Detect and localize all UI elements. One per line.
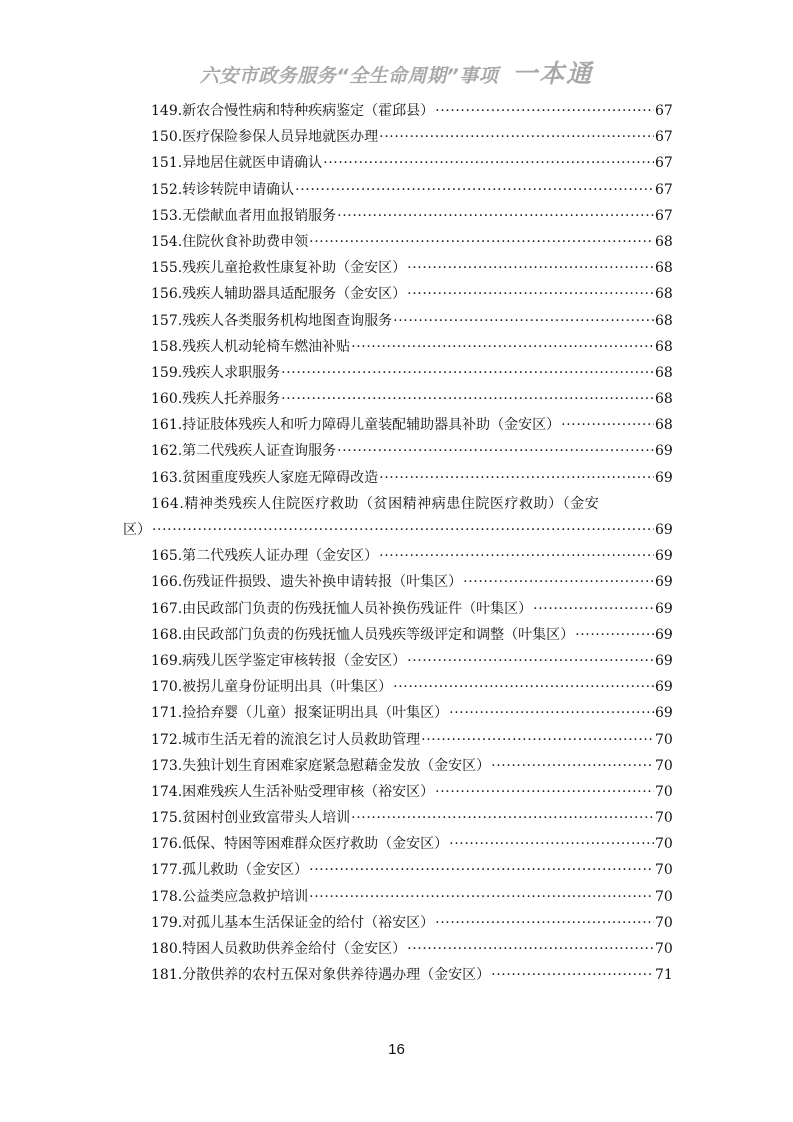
- toc-entry-page: 69: [655, 522, 673, 538]
- toc-entry-title: 孤儿救助（金安区）: [182, 862, 309, 879]
- toc-entry-line: [123, 700, 671, 726]
- toc-entry-number: 175.: [151, 810, 183, 827]
- toc-entry-page: 68: [655, 233, 673, 250]
- toc-entry[interactable]: [123, 622, 671, 648]
- dot-leader: [463, 569, 654, 595]
- dot-leader: [379, 124, 654, 150]
- toc-entry-line: [123, 177, 671, 203]
- toc-entry-page: 69: [655, 574, 673, 591]
- toc-entry-page: 67: [655, 181, 673, 198]
- toc-entry-title: 病残儿医学鉴定审核转报（金安区）: [182, 652, 407, 669]
- toc-entry-number: 160.: [151, 391, 183, 408]
- toc-entry-page: 68: [655, 391, 673, 408]
- toc-entry-title: 新农合慢性病和特种疾病鉴定（霍邱县）: [182, 103, 435, 119]
- toc-entry-title: 异地居住就医申请确认: [182, 155, 323, 172]
- toc-entry-page: 70: [655, 914, 673, 931]
- toc-entry-number: 177.: [151, 862, 183, 879]
- dot-leader: [152, 517, 654, 543]
- dot-leader: [379, 543, 654, 569]
- dot-leader: [407, 255, 654, 281]
- toc-entry[interactable]: [123, 308, 671, 334]
- toc-entry-line: [123, 753, 671, 779]
- toc-entry-title: 残疾儿童抢救性康复补助（金安区）: [182, 260, 407, 277]
- dot-leader: [337, 203, 654, 229]
- toc-entry-number: 164.: [151, 495, 185, 512]
- toc-entry-title: 第二代残疾人证查询服务: [182, 443, 337, 460]
- toc-entry-line: [123, 465, 671, 491]
- toc-entry-title: 公益类应急救护培训: [182, 888, 309, 905]
- toc-entry[interactable]: [123, 177, 671, 203]
- toc-entry-number: 179.: [151, 914, 183, 931]
- toc-entry[interactable]: [123, 124, 671, 150]
- dot-leader: [435, 98, 654, 124]
- toc-entry-title: 特困人员救助供养金给付（金安区）: [182, 941, 407, 958]
- toc-entry-page: 70: [655, 862, 673, 879]
- dot-leader: [281, 386, 654, 412]
- dot-leader: [435, 910, 654, 936]
- toc-entry[interactable]: [123, 255, 671, 281]
- toc-entry-title: 低保、特困等困难群众医疗救助（金安区）: [182, 836, 449, 853]
- toc-entry[interactable]: [123, 203, 671, 229]
- toc-entry-page: 68: [655, 338, 673, 355]
- dot-leader: [491, 753, 654, 779]
- toc-entry-title: 伤残证件损毁、遗失补换申请转报（叶集区）: [182, 574, 463, 591]
- toc-entry-number: 162.: [151, 443, 183, 460]
- toc-entry-number: 165.: [151, 548, 183, 565]
- toc-entry-title: 城市生活无着的流浪乞讨人员救助管理: [182, 731, 421, 748]
- toc-entry[interactable]: [123, 465, 671, 491]
- toc-entry-page: 69: [655, 652, 673, 669]
- toc-entry-page: 68: [655, 286, 673, 303]
- toc-entry-line: [123, 805, 671, 831]
- toc-entry-line: [123, 831, 671, 857]
- toc-entry-line: [123, 596, 671, 622]
- toc-entry[interactable]: [123, 412, 671, 438]
- toc-entry-line: [123, 438, 671, 464]
- toc-entry-number: 163.: [151, 469, 183, 486]
- toc-entry-number: 151.: [151, 155, 183, 172]
- toc-entry-number: 181.: [151, 967, 183, 984]
- toc-entry[interactable]: [123, 805, 671, 831]
- toc-entry-page: 70: [655, 836, 673, 853]
- toc-entry-line: [123, 412, 671, 438]
- toc-entry-page: 69: [655, 443, 673, 460]
- toc-entry-title: 困难残疾人生活补贴受理审核（裕安区）: [182, 783, 435, 800]
- dot-leader: [295, 177, 654, 203]
- toc-entry-page: 69: [655, 626, 673, 643]
- toc-entry-number: 154.: [151, 233, 183, 250]
- toc-entry[interactable]: [123, 569, 671, 595]
- toc-entry-title: 持证肢体残疾人和听力障碍儿童装配辅助器具补助（金安区）: [182, 417, 561, 434]
- toc-entry-line: [123, 98, 671, 124]
- toc-entry[interactable]: [123, 543, 671, 569]
- toc-entry-first-line: [123, 491, 671, 517]
- toc-entry-number: 168.: [151, 626, 183, 643]
- toc-entry-line: [123, 569, 671, 595]
- toc-entry-page: 68: [655, 260, 673, 277]
- dot-leader: [407, 936, 654, 962]
- toc-entry-title: 残疾人各类服务机构地图查询服务: [182, 312, 393, 329]
- toc-entry[interactable]: [123, 884, 671, 910]
- toc-entry[interactable]: [123, 727, 671, 753]
- header-tag: 一本通: [512, 59, 594, 88]
- toc-entry-number: 174.: [151, 783, 183, 800]
- toc-entry-line: [123, 622, 671, 648]
- toc-entry-page: 68: [655, 364, 673, 381]
- dot-leader: [575, 622, 654, 648]
- toc-entry-title: 残疾人机动轮椅车燃油补贴: [182, 338, 351, 355]
- toc-entry-title: 医疗保险参保人员异地就医办理: [182, 129, 379, 146]
- toc-entry[interactable]: [123, 596, 671, 622]
- toc-entry[interactable]: [123, 491, 671, 543]
- dot-leader: [337, 438, 654, 464]
- toc-entry-line: [123, 124, 671, 150]
- toc-entry[interactable]: [123, 831, 671, 857]
- toc-entry-line: [123, 543, 671, 569]
- dot-leader: [421, 727, 654, 753]
- dot-leader: [309, 229, 654, 255]
- toc-entry-number: 153.: [151, 207, 183, 224]
- toc-entry[interactable]: [123, 386, 671, 412]
- toc-entry-second-line: [123, 517, 671, 543]
- toc-entry-page: 69: [655, 600, 673, 617]
- toc-entry-page: 67: [655, 103, 673, 119]
- toc-entry-number: 149.: [151, 103, 183, 119]
- toc-entry-line: [123, 386, 671, 412]
- toc-entry-number: 161.: [151, 417, 183, 434]
- dot-leader: [323, 150, 654, 176]
- toc-entry-line: [123, 150, 671, 176]
- toc-entry-title: 贫困重度残疾人家庭无障碍改造: [182, 469, 379, 486]
- toc-entry-page: 70: [655, 941, 673, 958]
- toc-entry-page: 69: [655, 705, 673, 722]
- toc-entry-page: 67: [655, 129, 673, 146]
- toc-entry-line: [123, 779, 671, 805]
- toc-entry-line: [123, 308, 671, 334]
- toc-entry-line: [123, 962, 671, 988]
- toc-entry-number: 157.: [151, 312, 183, 329]
- toc-entry[interactable]: [123, 962, 671, 988]
- dot-leader: [309, 884, 654, 910]
- toc-entry-line: [123, 884, 671, 910]
- header-title: 六安市政务服务“全生命周期”事项: [199, 65, 499, 87]
- toc-entry-line: [123, 281, 671, 307]
- toc-entry-title: 第二代残疾人证办理（金安区）: [182, 548, 379, 565]
- toc-entry-line: [123, 857, 671, 883]
- toc-entry-line: [123, 674, 671, 700]
- toc-entry-title: 残疾人求职服务: [182, 364, 281, 381]
- toc-entry[interactable]: [123, 648, 671, 674]
- toc-entry-page: 70: [655, 888, 673, 905]
- dot-leader: [351, 334, 654, 360]
- toc-entry-page: 70: [655, 783, 673, 800]
- dot-leader: [309, 857, 654, 883]
- toc-entry-title: 残疾人辅助器具适配服务（金安区）: [182, 286, 407, 303]
- toc-entry-number: 176.: [151, 836, 183, 853]
- dot-leader: [281, 360, 654, 386]
- toc-entry[interactable]: [123, 281, 671, 307]
- toc-entry[interactable]: [123, 779, 671, 805]
- toc-entry-page: 70: [655, 757, 673, 774]
- toc-entry-line: [123, 334, 671, 360]
- dot-leader: [435, 779, 654, 805]
- toc-entry-number: 166.: [151, 574, 183, 591]
- toc-entry-number: 172.: [151, 731, 183, 748]
- page-header: [0, 54, 793, 90]
- toc-entry-line: [123, 229, 671, 255]
- toc-entry-number: 155.: [151, 260, 183, 277]
- toc-entry-title: 由民政部门负责的伤残抚恤人员残疾等级评定和调整（叶集区）: [182, 626, 575, 643]
- toc-entry-number: 159.: [151, 364, 183, 381]
- toc-entry-title: 失独计划生育困难家庭紧急慰藉金发放（金安区）: [182, 757, 491, 774]
- toc-entry-line: [123, 203, 671, 229]
- dot-leader: [533, 596, 654, 622]
- toc-entry-title: 分散供养的农村五保对象供养待遇办理（金安区）: [182, 967, 491, 984]
- toc-entry-number: 156.: [151, 286, 183, 303]
- toc-entry-number: 167.: [151, 600, 183, 617]
- toc-entry[interactable]: [123, 334, 671, 360]
- toc-entry-title-continued: 区）: [123, 522, 151, 538]
- toc-entry-page: 69: [655, 679, 673, 696]
- toc-entry[interactable]: [123, 150, 671, 176]
- dot-leader: [393, 308, 654, 334]
- page-number: 16: [388, 1041, 405, 1058]
- dot-leader: [407, 281, 654, 307]
- toc-entry-number: 158.: [151, 338, 183, 355]
- dot-leader: [449, 700, 654, 726]
- dot-leader: [491, 962, 654, 988]
- toc-entry-title: 对孤儿基本生活保证金的给付（裕安区）: [182, 914, 435, 931]
- toc-entry-page: 68: [655, 312, 673, 329]
- toc-entry[interactable]: [123, 229, 671, 255]
- toc-entry[interactable]: [123, 98, 671, 124]
- dot-leader: [379, 465, 654, 491]
- toc-entry-title: 转诊转院申请确认: [182, 181, 295, 198]
- dot-leader: [351, 805, 654, 831]
- toc-entry-number: 178.: [151, 888, 183, 905]
- toc-entry[interactable]: [123, 857, 671, 883]
- toc-entry-page: 69: [655, 469, 673, 486]
- toc-entry[interactable]: [123, 936, 671, 962]
- toc-entry-title: 捡拾弃婴（儿童）报案证明出具（叶集区）: [182, 705, 449, 722]
- toc-entry-page: 67: [655, 207, 673, 224]
- toc-entry-page: 68: [655, 417, 673, 434]
- toc-entry-line: [123, 360, 671, 386]
- toc-entry-title: 无偿献血者用血报销服务: [182, 207, 337, 224]
- dot-leader: [393, 674, 654, 700]
- toc-entry-title: 残疾人托养服务: [182, 391, 281, 408]
- dot-leader: [561, 412, 654, 438]
- toc-entry[interactable]: [123, 700, 671, 726]
- toc-entry-number: 171.: [151, 705, 183, 722]
- toc-entry-page: 67: [655, 155, 673, 172]
- table-of-contents: [123, 98, 671, 988]
- toc-entry[interactable]: [123, 753, 671, 779]
- toc-entry[interactable]: [123, 438, 671, 464]
- toc-entry[interactable]: [123, 674, 671, 700]
- toc-entry-title: 贫困村创业致富带头人培训: [182, 810, 351, 827]
- toc-entry-number: 170.: [151, 679, 183, 696]
- toc-entry[interactable]: [123, 910, 671, 936]
- toc-entry-number: 169.: [151, 652, 183, 669]
- toc-entry-line: [123, 910, 671, 936]
- toc-entry-line: [123, 936, 671, 962]
- toc-entry-number: 180.: [151, 941, 183, 958]
- toc-entry-page: 70: [655, 731, 673, 748]
- toc-entry-line: [123, 648, 671, 674]
- toc-entry-page: 69: [655, 548, 673, 565]
- toc-entry-title: 由民政部门负责的伤残抚恤人员补换伤残证件（叶集区）: [182, 600, 533, 617]
- toc-entry-title: 精神类残疾人住院医疗救助（贫困精神病患住院医疗救助）（金安: [184, 495, 600, 512]
- toc-entry-line: [123, 727, 671, 753]
- toc-entry-line: [123, 255, 671, 281]
- dot-leader: [449, 831, 654, 857]
- dot-leader: [407, 648, 654, 674]
- toc-entry-page: 70: [655, 810, 673, 827]
- toc-entry-number: 150.: [151, 129, 183, 146]
- toc-entry-number: 152.: [151, 181, 183, 198]
- toc-entry-number: 173.: [151, 757, 183, 774]
- toc-entry-title: 住院伙食补助费申领: [182, 233, 309, 250]
- toc-entry[interactable]: [123, 360, 671, 386]
- toc-entry-title: 被拐儿童身份证明出具（叶集区）: [182, 679, 393, 696]
- toc-entry-page: 71: [655, 967, 673, 984]
